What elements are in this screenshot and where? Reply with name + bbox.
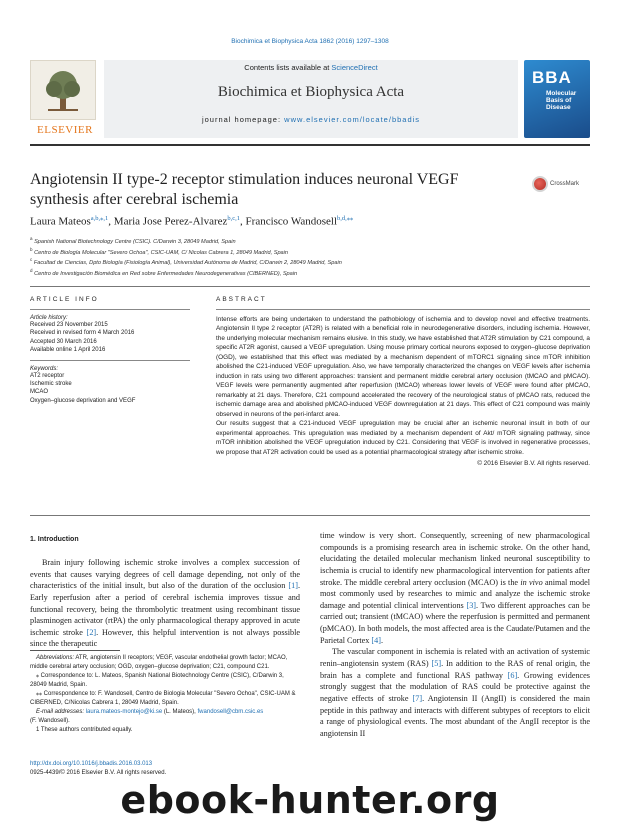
history-entry: Accepted 30 March 2016 <box>30 338 97 345</box>
author-name[interactable]: Laura Mateos <box>30 215 91 228</box>
affiliation-line <box>30 247 590 258</box>
journal-cover <box>524 60 590 138</box>
email-owner: (L. Mateos), <box>162 709 198 715</box>
section-heading: 1. Introduction <box>30 536 79 543</box>
affiliation-text: Spanish National Biotechnology Centre (CSIC). C/Darwin 3, 28049 Madrid, Spain <box>34 238 236 245</box>
reference-link[interactable]: [5] <box>431 659 442 669</box>
keywords-label: Keywords: <box>30 365 59 372</box>
abbreviations-text: ATR, angiotensin II receptors; VEGF, vascular endothelial growth factor; MCAO, middle cerebral artery occlusion; OGD, oxygen–glucose deprivation; C21, compound C21. <box>30 655 288 670</box>
watermark: ebook-hunter.org <box>120 778 500 822</box>
affiliation-mark: b <box>30 246 33 252</box>
abstract-heading: ABSTRACT <box>216 296 267 303</box>
correspondence-footnote: ⁎ Correspondence to: L. Mateos, Spanish National Biotechnology Centre (CSIC), C/Darwin 3, 28049 Madrid, Spain. <box>30 673 284 688</box>
abbreviations-label: Abbreviations: <box>36 655 75 661</box>
cover-subtitle-line: Molecular <box>546 90 577 97</box>
section-divider <box>30 515 590 516</box>
keyword: AT2 receptor <box>30 372 65 379</box>
body-paragraph <box>30 557 300 650</box>
footnote-divider <box>30 650 120 651</box>
history-entry: Received in revised form 4 March 2016 <box>30 330 135 337</box>
paragraph-text: . Two different approaches can be carried out; transient (tMCAO) where the reperfusion is permitted and permanent (pMCAO). In both models, the most affected area is the Caudate/Putamen and the Parietal Cortex <box>320 600 590 645</box>
article-info-heading: ARTICLE INFO <box>30 296 99 303</box>
body-paragraph <box>320 530 590 646</box>
cover-subtitle-line: Basis of <box>546 97 572 105</box>
correspondence-footnote: ⁎⁎ Correspondence to: F. Wandosell, Centro de Biologia Molecular "Severo Ochoa", CSIC-UAM & CIBERNED, C/Nicolas Cabrera 1, 28049 Madrid, Spain. <box>30 691 296 706</box>
publisher-logo <box>30 60 100 138</box>
history-entry: Available online 1 April 2016 <box>30 347 106 354</box>
author-affiliation-marks: b,d,⁎⁎ <box>337 215 354 222</box>
reference-link[interactable]: [1] <box>288 581 298 591</box>
crossmark-label: CrossMark <box>550 181 580 187</box>
affiliation-text: Facultad de Ciencias, Dpto Biología (Fisiología Animal), Universidad Autónoma de Madrid, C/Darwin 2, 28049 Madrid, Spain <box>33 259 342 266</box>
affiliation-line <box>30 257 590 268</box>
affiliation-mark: d <box>30 267 33 273</box>
abstract <box>216 296 590 467</box>
publisher-name: ELSEVIER <box>37 124 93 136</box>
affiliation-text: Centro de Biología Molecular "Severo Ochoa", CSIC-UAM, C/ Nicolas Cabrera 1, 28049 Madrid, Spain <box>34 249 289 256</box>
journal-citation-link[interactable]: Biochimica et Biophysica Acta 1862 (2016) 1297–1308 <box>231 38 389 45</box>
affiliation-text: Centro de Investigación Biomédica en Red sobre Enfermedades Neurodegenerativas (CIBERNED), Spain <box>34 270 298 277</box>
author-list: Laura Mateos$^{a,b,⁎,1}$, Maria Jose Perez-Alvarez$^{b,c,1}$, Francisco Wandosell$^{b,d,⁎⁎}$ <box>30 215 354 228</box>
author-affiliation-marks: a,b,⁎,1 <box>90 215 109 222</box>
article-info-divider <box>30 360 190 361</box>
history-entry: Received 23 November 2015 <box>30 322 108 328</box>
contents-line <box>104 63 518 72</box>
abstract-copyright: © 2016 Elsevier B.V. All rights reserved. <box>477 460 590 468</box>
footnotes <box>30 654 300 735</box>
affiliation-line <box>30 268 590 279</box>
abstract-paragraph: Intense efforts are being undertaken to understand the pathobiology of ischemia and to develop novel and effective treatments. Angiotensin II type 2 receptor (AT2R) is related with a beneficial role in neurodegenerative disorders, including ischemia. However, the underlying molecular mechanism remains elusive. In this study, we have established that AT2R stimulation by C21 compound, a specific AT2R agonist, caused a VEGF upregulation. Using mouse primary cortical neurons exposed to oxygen–glucose deprivation (OGD), we established that this effect was mediated by a mechanism dependent of mTORC1 signaling since mTOR inhibition abolished the C21-induced VEGF upregulation. Also, we have temporally characterized the changes on VEGF levels after ischemia induction in rats using two different approaches: transient and permanent middle cerebral artery occlusion (tMCAO and pMCAO). VEGF levels were permanently augmented after reperfusion (tMCAO) whereas lower levels of VEGF were found after pMCAO, remarkably at 21 days. Therefore, C21 compound accelerated the recovery of the neurological status of pMCAO rats, reduced the ischemic damage area and abolished pMCAO-induced VEGF downregulation at 21 days. This effect of C21 compound was mainly observed in neurons of the peri-infarct area. <box>216 316 590 418</box>
equal-contribution-footnote: 1 These authors contributed equally. <box>36 727 133 733</box>
affiliations <box>30 236 590 278</box>
body-paragraph <box>320 646 590 739</box>
article-title: Angiotensin II type-2 receptor stimulation induces neuronal VEGF synthesis after cerebral ischemia <box>30 171 459 208</box>
author-name[interactable]: Francisco Wandosell <box>245 215 338 228</box>
homepage-link[interactable]: www.elsevier.com/locate/bbadis <box>284 115 421 124</box>
contents-prefix: Contents lists available at <box>244 63 332 72</box>
tree-icon <box>30 60 96 120</box>
paragraph-text: . However, this helpful intervention is not always possible since the therapeutic <box>30 627 300 649</box>
sciencedirect-link[interactable]: ScienceDirect <box>331 63 378 72</box>
author-affiliation-marks: b,c,1 <box>227 215 241 222</box>
history-label: Article history: <box>30 315 68 321</box>
journal-banner <box>104 60 518 138</box>
affiliation-line <box>30 236 590 247</box>
paragraph-text: . Early reperfusion after a period of cerebral ischemia improves tissue and functional recovery, being the thrombolytic treatment using recombinant tissue plasminogen activator (rtPA) the only pharmacological therapy approved in acute ischemic stroke <box>30 581 300 637</box>
doi-link[interactable]: http://dx.doi.org/10.1016/j.bbadis.2016.03.013 <box>30 761 153 767</box>
email-link[interactable]: fwandosell@cbm.csic.es <box>197 709 264 715</box>
paragraph-text: animal model most commonly used by researches to mimic and analyze the ischemic stroke damage and potential clinical interventions <box>320 577 591 610</box>
paragraph-text: . <box>380 635 383 645</box>
article-identifiers <box>30 760 166 778</box>
paragraph-text: . Growing evidences strongly suggest that the modulation of RAS could be protective against the negative effects of stroke <box>320 670 590 703</box>
crossmark-button[interactable] <box>532 176 579 192</box>
paragraph-text: The vascular component in ischemia is related with an activation of systemic renin–angiotensin system (RAS) <box>320 647 590 669</box>
reference-link[interactable]: [4] <box>371 635 381 645</box>
journal-name: Biochimica et Biophysica Acta <box>217 84 405 100</box>
paragraph-text: . Angiotensin II (AngII) is considered the main peptide in this pathway and interacts with different subtypes of receptors to elicit a range of physiological events. The most abundant of the AngII receptor is the angiotensin II <box>320 693 590 738</box>
masthead-divider <box>30 144 590 146</box>
body-column-left <box>30 535 300 650</box>
cover-subtitle <box>546 90 590 111</box>
cover-subtitle-line: Disease <box>546 104 571 112</box>
email-label: E-mail addresses: <box>36 709 85 715</box>
paragraph-text: . In addition to the RAS of renal origin, the brain has a complete and functional RAS pathway <box>320 659 590 680</box>
email-footnote <box>30 708 300 726</box>
section-divider <box>30 286 590 287</box>
keyword: Ischemic stroke <box>30 380 72 387</box>
journal-masthead <box>30 60 590 138</box>
reference-link[interactable]: [2] <box>86 627 97 637</box>
reference-link[interactable]: [7] <box>412 693 423 703</box>
affiliation-mark: a <box>30 236 33 241</box>
keyword: Oxygen–glucose deprivation and VEGF <box>30 397 136 404</box>
article-info-divider <box>30 309 190 310</box>
abstract-paragraph: Our results suggest that a C21-induced VEGF upregulation may be crucial after an ischemic neuronal insult in both of our experimental approaches. This upregulation was mediated by a mechanism dependent of Akt/ mTOR signaling pathway, since mTOR inhibition abolished the VEGF upregulation induced by C21. Considering that VEGF is involved in regenerative processes, we propose that AT2R activation could be used as a potential pharmacological strategy after ischemic stroke. <box>216 420 590 456</box>
crossmark-icon <box>532 176 548 192</box>
body-column-right <box>320 530 590 740</box>
paragraph-text: Brain injury following ischemic stroke involves a complex succession of events that causes varying degrees of cell damage depending, not only of the characteristics of the initial insult, but also of the duration of the occlusion <box>30 557 300 591</box>
cover-logo: BBA <box>532 68 572 87</box>
paragraph-text: in vivo <box>520 577 543 587</box>
reference-link[interactable]: [3] <box>466 600 477 610</box>
article-info <box>30 296 190 405</box>
homepage-prefix: journal homepage: <box>201 115 285 124</box>
paragraph-text: time window is very short. Consequently, screening of new pharmacological compounds is a promising research area in ischemic stroke. On the other hand, elucidating the detailed molecular mechanism linked neuronal susceptibility to ischemia is crucial to identify new pharmacological intervention for patients after stroke. The middle cerebral artery occlusion (MCAO) is the <box>320 531 590 587</box>
email-link[interactable]: laura.mateos-montejo@ki.se <box>85 709 163 715</box>
reference-link[interactable]: [6] <box>507 670 518 680</box>
journal-homepage <box>104 115 518 124</box>
affiliation-mark: c <box>30 257 33 263</box>
abbreviations-footnote <box>30 654 300 672</box>
author-name[interactable]: Maria Jose Perez-Alvarez <box>113 215 228 228</box>
issn-line: 0925-4439/© 2016 Elsevier B.V. All rights reserved. <box>30 770 167 776</box>
keyword: MCAO <box>30 389 48 396</box>
abstract-divider <box>216 309 590 310</box>
email-owner: (F. Wandosell). <box>30 718 70 724</box>
